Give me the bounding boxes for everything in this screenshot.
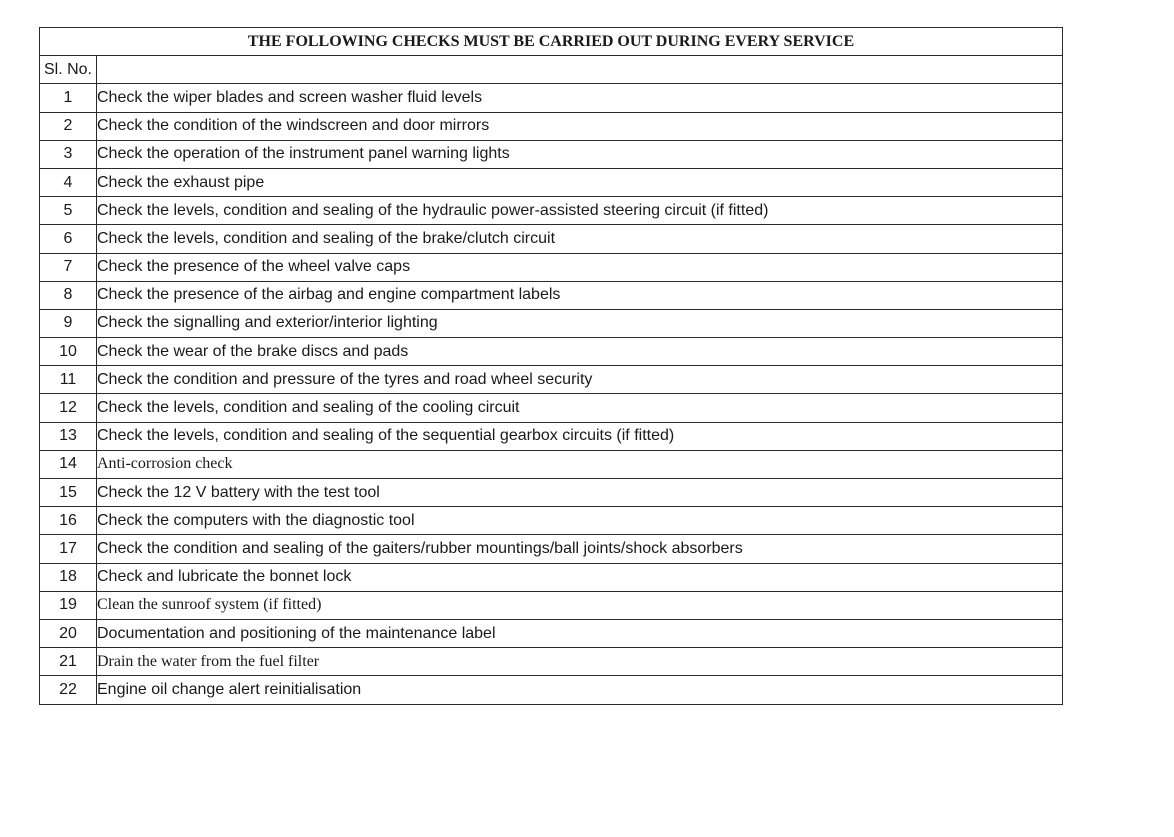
table-row <box>40 225 1063 253</box>
row-number: 3 <box>40 140 97 168</box>
check-rows <box>40 84 1063 704</box>
row-number: 11 <box>40 366 97 394</box>
check-description: Check the operation of the instrument panel warning lights <box>97 140 1063 168</box>
table-row <box>40 563 1063 591</box>
check-description: Check the levels, condition and sealing of the brake/clutch circuit <box>97 225 1063 253</box>
check-description: Check the exhaust pipe <box>97 168 1063 196</box>
row-number: 6 <box>40 225 97 253</box>
row-number: 16 <box>40 507 97 535</box>
check-description: Check the levels, condition and sealing of the cooling circuit <box>97 394 1063 422</box>
check-description: Check the levels, condition and sealing of the sequential gearbox circuits (if fitted) <box>97 422 1063 450</box>
row-number: 13 <box>40 422 97 450</box>
table-title: THE FOLLOWING CHECKS MUST BE CARRIED OUT DURING EVERY SERVICE <box>40 28 1063 56</box>
check-description: Check and lubricate the bonnet lock <box>97 563 1063 591</box>
check-description: Check the wear of the brake discs and pads <box>97 338 1063 366</box>
table-row <box>40 253 1063 281</box>
table-row <box>40 479 1063 507</box>
table-row <box>40 394 1063 422</box>
check-description: Documentation and positioning of the maintenance label <box>97 619 1063 647</box>
table-row <box>40 591 1063 619</box>
row-number: 15 <box>40 479 97 507</box>
table-row <box>40 535 1063 563</box>
service-checklist-table <box>39 27 1063 705</box>
table-row <box>40 450 1063 478</box>
table-row <box>40 112 1063 140</box>
table-row <box>40 168 1063 196</box>
row-number: 20 <box>40 619 97 647</box>
title-row <box>40 28 1063 56</box>
row-number: 2 <box>40 112 97 140</box>
check-description: Anti-corrosion check <box>97 450 1063 478</box>
row-number: 22 <box>40 676 97 704</box>
check-description: Check the levels, condition and sealing of the hydraulic power-assisted steering circuit (if fitted) <box>97 197 1063 225</box>
description-header <box>97 56 1063 84</box>
check-description: Check the presence of the airbag and engine compartment labels <box>97 281 1063 309</box>
table-row <box>40 197 1063 225</box>
row-number: 10 <box>40 338 97 366</box>
table-row <box>40 648 1063 676</box>
row-number: 7 <box>40 253 97 281</box>
check-description: Drain the water from the fuel filter <box>97 648 1063 676</box>
row-number: 21 <box>40 648 97 676</box>
row-number: 9 <box>40 309 97 337</box>
table-row <box>40 422 1063 450</box>
row-number: 12 <box>40 394 97 422</box>
table-row <box>40 281 1063 309</box>
check-description: Check the condition and sealing of the gaiters/rubber mountings/ball joints/shock absorbers <box>97 535 1063 563</box>
check-description: Engine oil change alert reinitialisation <box>97 676 1063 704</box>
row-number: 4 <box>40 168 97 196</box>
table-row <box>40 309 1063 337</box>
table-row <box>40 676 1063 704</box>
row-number: 18 <box>40 563 97 591</box>
table-row <box>40 140 1063 168</box>
row-number: 8 <box>40 281 97 309</box>
check-description: Check the condition of the windscreen and door mirrors <box>97 112 1063 140</box>
check-description: Check the signalling and exterior/interior lighting <box>97 309 1063 337</box>
check-description: Check the presence of the wheel valve caps <box>97 253 1063 281</box>
table-row <box>40 507 1063 535</box>
header-row <box>40 56 1063 84</box>
row-number: 17 <box>40 535 97 563</box>
table-row <box>40 619 1063 647</box>
table-row <box>40 338 1063 366</box>
table-row <box>40 366 1063 394</box>
table-row <box>40 84 1063 112</box>
sl-no-header: Sl. No. <box>40 56 97 84</box>
row-number: 1 <box>40 84 97 112</box>
check-description: Check the condition and pressure of the tyres and road wheel security <box>97 366 1063 394</box>
row-number: 14 <box>40 450 97 478</box>
check-description: Check the wiper blades and screen washer fluid levels <box>97 84 1063 112</box>
row-number: 5 <box>40 197 97 225</box>
check-description: Clean the sunroof system (if fitted) <box>97 591 1063 619</box>
row-number: 19 <box>40 591 97 619</box>
check-description: Check the computers with the diagnostic tool <box>97 507 1063 535</box>
check-description: Check the 12 V battery with the test tool <box>97 479 1063 507</box>
